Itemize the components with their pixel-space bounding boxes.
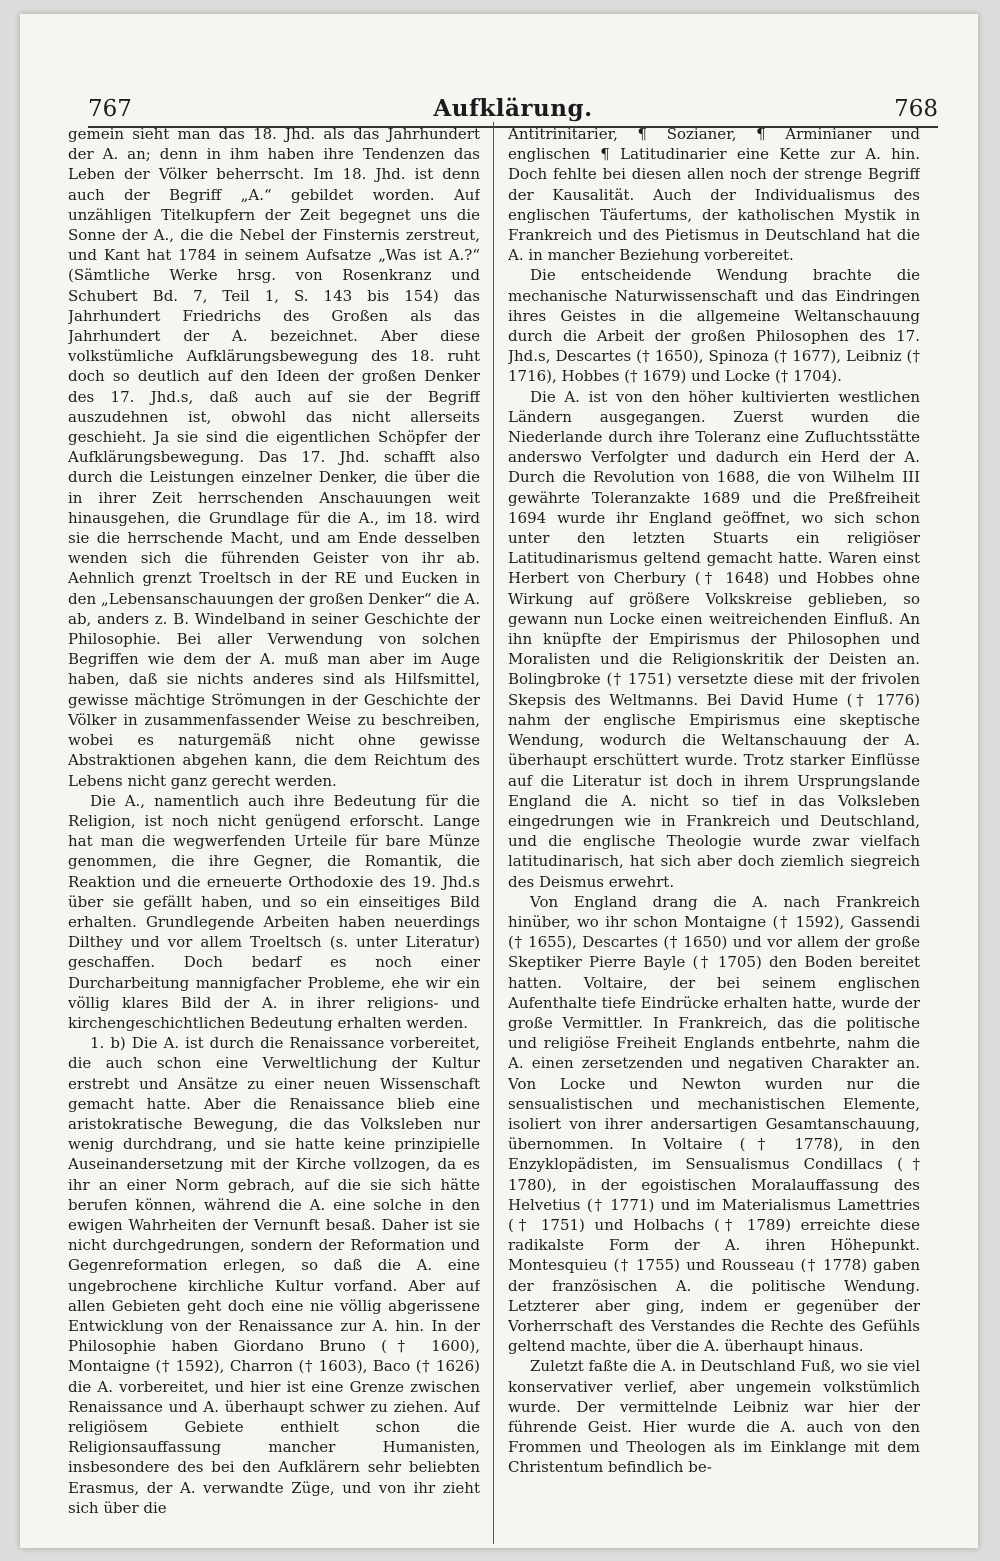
paragraph: Zuletzt faßte die A. in Deutschland Fuß, wo sie viel konservativer verlief, aber ungemein volkstümlich wurde. Der vermittelnde Leibniz war hier der führende Geist. Hier wurde die A. auch von den Frommen und Theologen als im Einklange mit dem Christentum befindlich be- [508,1357,920,1477]
paragraph: Die A., namentlich auch ihre Bedeutung für die Religion, ist noch nicht genügend erforscht. Lange hat man die wegwerfenden Urteile für bare Münze genommen, die ihre Gegner, die Romantik, die Reaktion und die erneuerte Orthodoxie des 19. Jhd.s über sie gefällt haben, und so ein einseitiges Bild erhalten. Grundlegende Arbeiten haben neuerdings Dilthey und vor allem Troeltsch (s. unter Literatur) geschaffen. Doch bedarf es noch einer Durcharbeitung mannigfacher Probleme, ehe wir ein völlig klares Bild der A. in ihrer religions- und kirchengeschichtlichen Bedeutung erhalten werden. [68,791,480,1032]
paragraph: 1. b) Die A. ist durch die Renaissance vorbereitet, die auch schon eine Verweltlichung der Kultur erstrebt und Ansätze zu einer neuen Wissenschaft gemacht hatte. Aber die Renaissance blieb eine aristokratische Bewegung, die das Volksleben nur wenig durchdrang, und sie hatte keine prinzipielle Auseinandersetzung mit der Kirche vollzogen, da es ihr an einer Norm gebrach, auf die sie sich hätte berufen können, während die A. eine solche in den ewigen Wahrheiten der Vernunft besaß. Daher ist sie nicht durchgedrungen, sondern der Reformation und Gegenreformation erlegen, so daß die A. eine ungebrochene kirchliche Kultur vorfand. Aber auf allen Gebieten geht doch eine nie völlig abgerissene Entwicklung von der Renaissance zur A. hin. In der Philosophie haben Giordano Bruno († 1600), Montaigne († 1592), Charron († 1603), Baco († 1626) die A. vorbereitet, und hier ist eine Grenze zwischen Renaissance und A. überhaupt schwer zu ziehen. Auf religiösem Gebiete enthielt schon die Religionsauffassung mancher Humanisten, insbesondere des bei den Aufklärern sehr beliebten Erasmus, der A. verwandte Züge, und von ihr zieht sich über die [68,1034,480,1517]
paragraph: Die entscheidende Wendung brachte die mechanische Naturwissenschaft und das Eindringen ihres Geistes in die allgemeine Weltanschauung durch die Arbeit der großen Philosophen des 17. Jhd.s, Descartes († 1650), Spinoza († 1677), Leibniz († 1716), Hobbes († 1679) und Locke († 1704). [508,266,920,386]
paragraph: Antitrinitarier, ¶ Sozianer, ¶ Arminianer und englischen ¶ Latitudinarier eine Kette zur A. hin. Doch fehlte bei diesen allen noch der strenge Begriff der Kausalität. Auch der Individualismus des englischen Täufertums, der katholischen Mystik in Frankreich und des Pietismus in Deutschland hat die A. in mancher Beziehung vorbereitet. [508,125,920,265]
column-divider [493,122,494,1544]
left-column [68,124,480,1544]
running-title: Aufklärung. [433,95,593,122]
paragraph: Von England drang die A. nach Frankreich hinüber, wo ihr schon Montaigne († 1592), Gassendi († 1655), Descartes († 1650) und vor allem der große Skeptiker Pierre Bayle († 1705) den Boden bereitet hatten. Voltaire, der bei seinem englischen Aufenthalte tiefe Eindrücke erhalten hatte, wurde der große Vermittler. In Frankreich, das die politische und religiöse Freiheit Englands entbehrte, nahm die A. einen zersetzenden und negativen Charakter an. Von Locke und Newton wurden nur die sensualistischen und mechanistischen Elemente, isoliert von ihrer andersartigen Gesamtanschauung, übernommen. In Voltaire († 1778), in den Enzyklopädisten, im Sensualismus Condillacs († 1780), in der egoistischen Moralauffassung des Helvetius († 1771) und im Materialismus Lamettries († 1751) und Holbachs († 1789) erreichte diese radikalste Form der A. ihren Höhepunkt. Montesquieu († 1755) und Rousseau († 1778) gaben der französischen A. die politische Wendung. Letzterer aber ging, indem er gegenüber der Vorherrschaft des Verstandes die Rechte des Gefühls geltend machte, über die A. überhaupt hinaus. [508,892,920,1356]
page-number-right: 768 [894,96,938,122]
right-column [508,124,920,1544]
paragraph: Die A. ist von den höher kultivierten westlichen Ländern ausgegangen. Zuerst wurden die Niederlande durch ihre Toleranz eine Zufluchtsstätte anderswo Verfolgter und dadurch ein Herd der A. Durch die Revolution von 1688, die von Wilhelm III gewährte Toleranzakte 1689 und die Preßfreiheit 1694 wurde ihr England geöffnet, wo sich schon unter den letzten Stuarts ein religiöser Latitudinarismus geltend gemacht hatte. Waren einst Herbert von Cherbury († 1648) und Hobbes ohne Wirkung auf größere Volkskreise geblieben, so gewann nun Locke einen weitreichenden Einfluß. An ihn knüpfte der Empirismus der Philosophen und Moralisten und die Religionskritik der Deisten an. Bolingbroke († 1751) versetzte diese mit der frivolen Skepsis des Weltmanns. Bei David Hume († 1776) nahm der englische Empirismus eine skeptische Wendung, wodurch die Weltanschauung der A. überhaupt erschüttert wurde. Trotz starker Einflüsse auf die Literatur ist doch in ihrem Ursprungslande England die A. nicht so tief in das Volksleben eingedrungen wie in Frankreich und Deutschland, und die englische Theologie wurde zwar vielfach latitudinarisch, hat sich aber doch ziemlich siegreich des Deismus erwehrt. [508,387,920,891]
running-header [88,86,938,128]
page-number-left: 767 [88,96,132,122]
paragraph: gemein sieht man das 18. Jhd. als das Jahrhundert der A. an; denn in ihm haben ihre Tendenzen das Leben der Völker beherrscht. Im 18. Jhd. ist denn auch der Begriff „A.“ gebildet worden. Auf unzähligen Titelkupfern der Zeit begegnet uns die Sonne der A., die die Nebel der Finsternis zerstreut, und Kant hat 1784 in seinem Aufsatze „Was ist A.?“ (Sämtliche Werke hrsg. von Rosenkranz und Schubert Bd. 7, Teil 1, S. 143 bis 154) das Jahrhundert Friedrichs des Großen als das Jahrhundert der A. bezeichnet. Aber diese volkstümliche Aufklärungsbewegung des 18. ruht doch so deutlich auf den Ideen der großen Denker des 17. Jhd.s, daß auch auf sie der Begriff auszudehnen ist, obwohl das nicht allerseits geschieht. Ja sie sind die eigentlichen Schöpfer der Aufklärungsbewegung. Das 17. Jhd. schafft also durch die Leistungen einzelner Denker, die über die in ihrer Zeit herrschenden Anschauungen weit hinausgehen, die Grundlage für die A., im 18. wird sie die herrschende Macht, und am Ende desselben wenden sich die führenden Geister von ihr ab. Aehnlich grenzt Troeltsch in der RE und Eucken in den „Lebensanschauungen der großen Denker“ die A. ab, anders z. B. Windelband in seiner Geschichte der Philosophie. Bei aller Verwendung von solchen Begriffen wie dem der A. muß man aber im Auge haben, daß sie nichts anderes sind als Hilfsmittel, gewisse mächtige Strömungen in der Geschichte der Völker in zusammenfassender Weise zu beschreiben, wobei es naturgemäß nicht ohne gewisse Abstraktionen abgehen kann, die dem Reichtum des Lebens nicht ganz gerecht werden. [68,125,480,790]
